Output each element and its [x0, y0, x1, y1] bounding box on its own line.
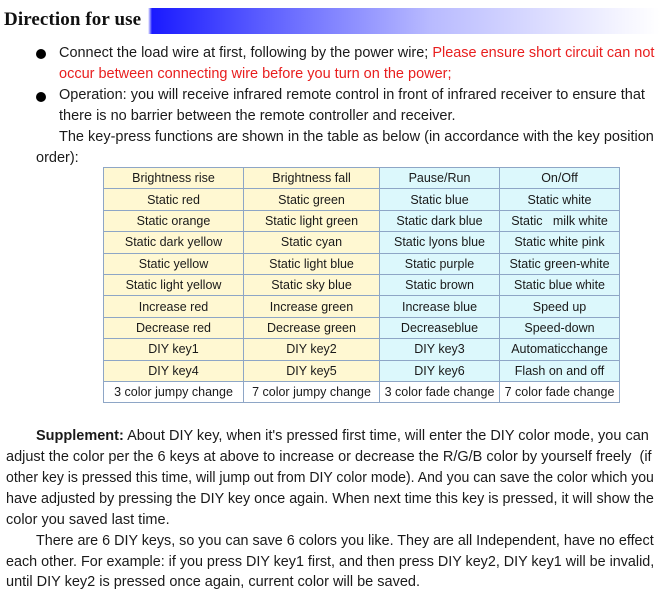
- table-cell: Static light yellow: [104, 274, 244, 295]
- table-cell: 7 color fade change: [500, 381, 620, 402]
- table-row: [104, 253, 620, 274]
- table-cell: Pause/Run: [380, 168, 500, 189]
- table-cell: Static green: [244, 189, 380, 210]
- bullet-1-warning-part-2: occur between connecting wire before you turn on the power;: [59, 66, 452, 82]
- table-cell: Increase red: [104, 296, 244, 317]
- supplement-paragraph-2-line-2: each other. For example: if you press DIY key1 first, and then press DIY key2, DIY key1 will be invalid,: [6, 554, 655, 570]
- table-row: [104, 360, 620, 381]
- table-cell: Static blue: [380, 189, 500, 210]
- table-cell: Static red: [104, 189, 244, 210]
- table-row: [104, 232, 620, 253]
- table-cell: Static lyons blue: [380, 232, 500, 253]
- supplement-line-3: other key is pressed this time, will jump out from DIY color mode). And you can save the color which you: [6, 470, 654, 486]
- table-cell: Static white: [500, 189, 620, 210]
- table-cell: DIY key5: [244, 360, 380, 381]
- table-cell: Static yellow: [104, 253, 244, 274]
- bullet-2-line-2: there is no barrier between the remote controller and receiver.: [59, 108, 456, 124]
- bullet-1-line-1: [59, 43, 654, 64]
- table-cell: DIY key6: [380, 360, 500, 381]
- table-cell: Decreaseblue: [380, 317, 500, 338]
- table-cell: Speed-down: [500, 317, 620, 338]
- table-cell: Speed up: [500, 296, 620, 317]
- table-cell: Static blue white: [500, 274, 620, 295]
- section-title: Direction for use: [4, 9, 142, 30]
- table-cell: Flash on and off: [500, 360, 620, 381]
- table-row: [104, 381, 620, 402]
- key-function-table: [103, 167, 620, 403]
- table-cell: Static light blue: [244, 253, 380, 274]
- table-cell: 3 color jumpy change: [104, 381, 244, 402]
- supplement-label: Supplement: [36, 428, 119, 444]
- bullet-1-dot: [36, 49, 46, 59]
- table-cell: Static cyan: [244, 232, 380, 253]
- table-cell: Static orange: [104, 210, 244, 231]
- table-cell: Static green-white: [500, 253, 620, 274]
- table-cell: Static light green: [244, 210, 380, 231]
- bullet-1-text: Connect the load wire at first, following by the power wire;: [59, 45, 429, 61]
- table-row: [104, 274, 620, 295]
- supplement-line-4: have adjusted by pressing the DIY key once again. When next time this key is pressed, it will show the: [6, 491, 654, 507]
- bullet-1-warning-part-1: Please ensure short circuit can not: [432, 45, 655, 61]
- table-cell: 3 color fade change: [380, 381, 500, 402]
- table-cell: DIY key3: [380, 339, 500, 360]
- table-cell: On/Off: [500, 168, 620, 189]
- bullet-2-dot: [36, 92, 46, 102]
- table-cell: Static white pink: [500, 232, 620, 253]
- table-cell: DIY key2: [244, 339, 380, 360]
- supplement-text: About DIY key, when it's pressed first time, will enter the DIY color mode, you can: [127, 428, 649, 444]
- table-cell: Brightness fall: [244, 168, 380, 189]
- table-cell: Static purple: [380, 253, 500, 274]
- table-cell: Static sky blue: [244, 274, 380, 295]
- table-cell: DIY key1: [104, 339, 244, 360]
- table-cell: Decrease red: [104, 317, 244, 338]
- bullet-2-line-3: The key-press functions are shown in the table as below (in accordance with the key position: [59, 129, 654, 145]
- table-cell: 7 color jumpy change: [244, 381, 380, 402]
- supplement-colon: :: [118, 428, 124, 444]
- table-cell: DIY key4: [104, 360, 244, 381]
- table-cell: Automaticchange: [500, 339, 620, 360]
- table-cell: Increase blue: [380, 296, 500, 317]
- table-cell: Static milk white: [500, 210, 620, 231]
- table-row: [104, 210, 620, 231]
- table-cell: Brightness rise: [104, 168, 244, 189]
- supplement-line-1: [36, 426, 649, 447]
- supplement-paragraph-2-line-3: until DIY key2 is pressed once again, current color will be saved.: [6, 574, 421, 590]
- supplement-line-2: adjust the color per the 6 keys at above to increase or decrease the R/G/B color by yourself freely (if: [6, 449, 652, 465]
- table-cell: Static brown: [380, 274, 500, 295]
- bullet-2-line-1: Operation: you will receive infrared remote control in front of infrared receiver to ensure that: [59, 87, 645, 103]
- table-cell: Decrease green: [244, 317, 380, 338]
- table-cell: Static dark blue: [380, 210, 500, 231]
- table-row: [104, 339, 620, 360]
- bullet-2-line-4: order):: [36, 150, 79, 166]
- table-row: [104, 168, 620, 189]
- table-row: [104, 317, 620, 338]
- table-row: [104, 189, 620, 210]
- supplement-paragraph-2-line-1: There are 6 DIY keys, so you can save 6 colors you like. They are all Independent, have no effect: [36, 533, 654, 549]
- supplement-line-5: color you saved last time.: [6, 512, 170, 528]
- table-cell: Static dark yellow: [104, 232, 244, 253]
- table-cell: Increase green: [244, 296, 380, 317]
- table-row: [104, 296, 620, 317]
